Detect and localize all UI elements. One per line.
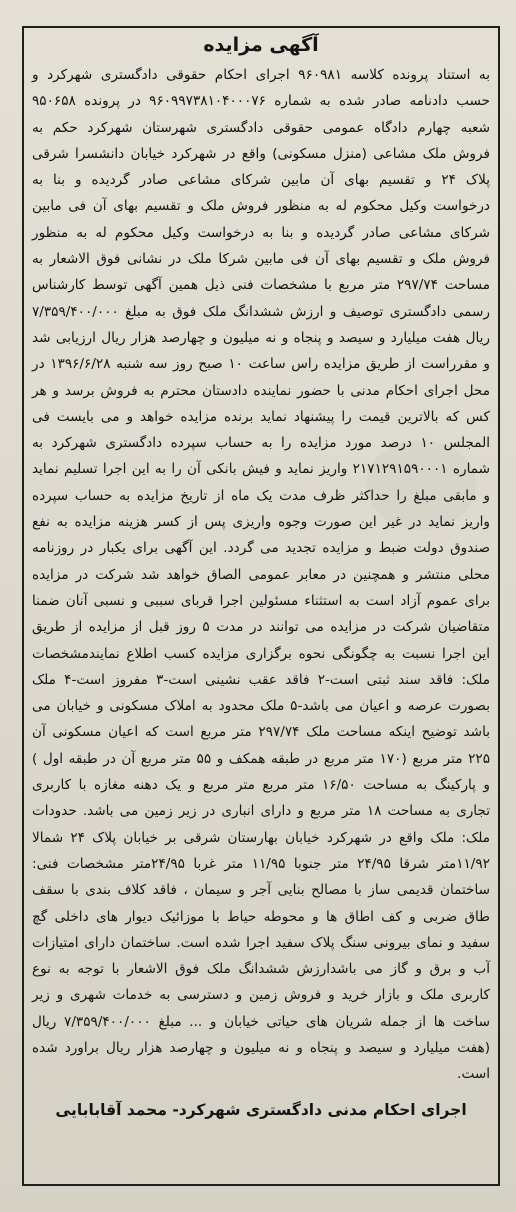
auction-notice bbox=[30, 30, 492, 1124]
notice-body: به استناد پرونده کلاسه ۹۶۰۹۸۱ اجرای احکام حقوقی دادگستری شهرکرد و حسب دادنامه صادر شده به شماره ۹۶۰۹۹۷۳۸۱۰۴۰۰۰۷۶ در پرونده ۹۵۰۶۵۸ شعبه چهارم دادگاه عمومی حقوقی دادگستری شهرستان شهرکرد حکم به فروش ملک مشاعی (منزل مسکونی) واقع در شهرکرد خیابان دانشسرا شرقی پلاک ۲۴ و تقسیم بهای آن مابین شرکای مشاعی صادر گردیده و بنا به درخواست وکیل محکوم له به منظور فروش ملک و تقسیم بهای آن فی مابین شرکای مشاعی صادر گردیده و بنا به درخواست وکیل محکوم له به منظور فروش ملک و تقسیم بهای آن فی مابین شرکا ملک در نشانی فوق الاشعار به مساحت ۲۹۷/۷۴ متر مربع با مشخصات فنی ذیل همین آگهی توسط کارشناس رسمی دادگستری توصیف و ارزش ششدانگ ملک فوق به مبلغ ۷/۳۵۹/۴۰۰/۰۰۰ ریال هفت میلیارد و سیصد و پنجاه و نه میلیون و چهارصد هزار ریال ارزیابی شد و مقرراست از طریق مزایده راس ساعت ۱۰ صبح روز سه شنبه ۱۳۹۶/۶/۲۸ در محل اجرای احکام مدنی با حضور نماینده دادستان محترم به فروش برسد و هر کس که بالاترین قیمت را پیشنهاد نماید برنده مزایده خواهد و می بایست فی المجلس ۱۰ درصد مورد مزایده را به حساب سپرده دادگستری شهرکرد به شماره ۲۱۷۱۲۹۱۵۹۰۰۰۱ واریز نماید و فیش بانکی آن را به این اجرا تسلیم نماید و مابقی مبلغ را حداکثر ظرف مدت یک ماه از تاریخ مزایده به حساب سپرده واریز نماید در غیر این صورت وجوه واریزی پس از کسر هزینه مزایده به نفع صندوق دولت ضبط و مزایده تجدید می گردد. این آگهی برای یکبار در روزنامه محلی منتشر و همچنین در معابر عمومی الصاق خواهد شد شرکت در مزایده برای عموم آزاد است به استثناء مسئولین اجرا قربای سببی و نسبی آنان ضمنا متقاضیان شرکت در مزایده می توانند در مدت ۵ روز قبل از مزایده از طریق این اجرا نسبت به چگونگی نحوه برگزاری مزایده کسب اطلاع نمایندمشخصات ملک: فاقد سند ثبتی است-۲ فاقد عقب نشینی است-۳ مفروز است-۴ ملک بصورت عرصه و اعیان می باشد-۵ ملک محدود به املاک مسکونی و خیابان می باشد توضیح اینکه مساحت ملک ۲۹۷/۷۴ متر مربع است که اعیان مسکونی آن ۲۲۵ متر مربع (۱۷۰ متر مربع در طبقه همکف و ۵۵ متر مربع آن در طبقه اول ) و پارکینگ به مساحت ۱۶/۵۰ متر مربع متر مربع و یک دهنه مغازه با کاربری تجاری به مساحت ۱۸ متر مربع و دارای انباری در زیر زمین می باشد. حدودات ملک: ملک واقع در شهرکرد خیابان بهارستان شرقی بر خیابان پلاک ۲۴ شمالا ۱۱/۹۲متر شرقا ۲۴/۹۵ متر جنوبا ۱۱/۹۵ متر غربا ۲۴/۹۵متر مشخصات فنی: ساختمان قدیمی ساز با مصالح بنایی آجر و سیمان ، فاقد کلاف بندی با سقف طاق ضربی و کف اطاق ها و محوطه حیاط با موزائیک دیوار های داخلی گچ سفید و نمای بیرونی سنگ پلاک سفید اجرا شده است. ساختمان دارای امتیازات آب و برق و گاز می باشدارزش ششدانگ ملک فوق الاشعار با توجه به نوع کاربری ملک و بازار خرید و فروش زمین و دسترسی به خدمات شهری و زیر ساخت ها از جمله شریان های حیاتی خیابان و ... مبلغ ۷/۳۵۹/۴۰۰/۰۰۰ ریال (هفت میلیارد و سیصد و پنجاه و نه میلیون و چهارصد هزار ریال براورد شده است. bbox=[32, 67, 491, 1083]
notice-signature: اجرای احکام مدنی دادگستری شهرکرد- محمد آقابابایی bbox=[55, 1100, 467, 1119]
notice-title: آگهی مزایده bbox=[203, 34, 319, 56]
